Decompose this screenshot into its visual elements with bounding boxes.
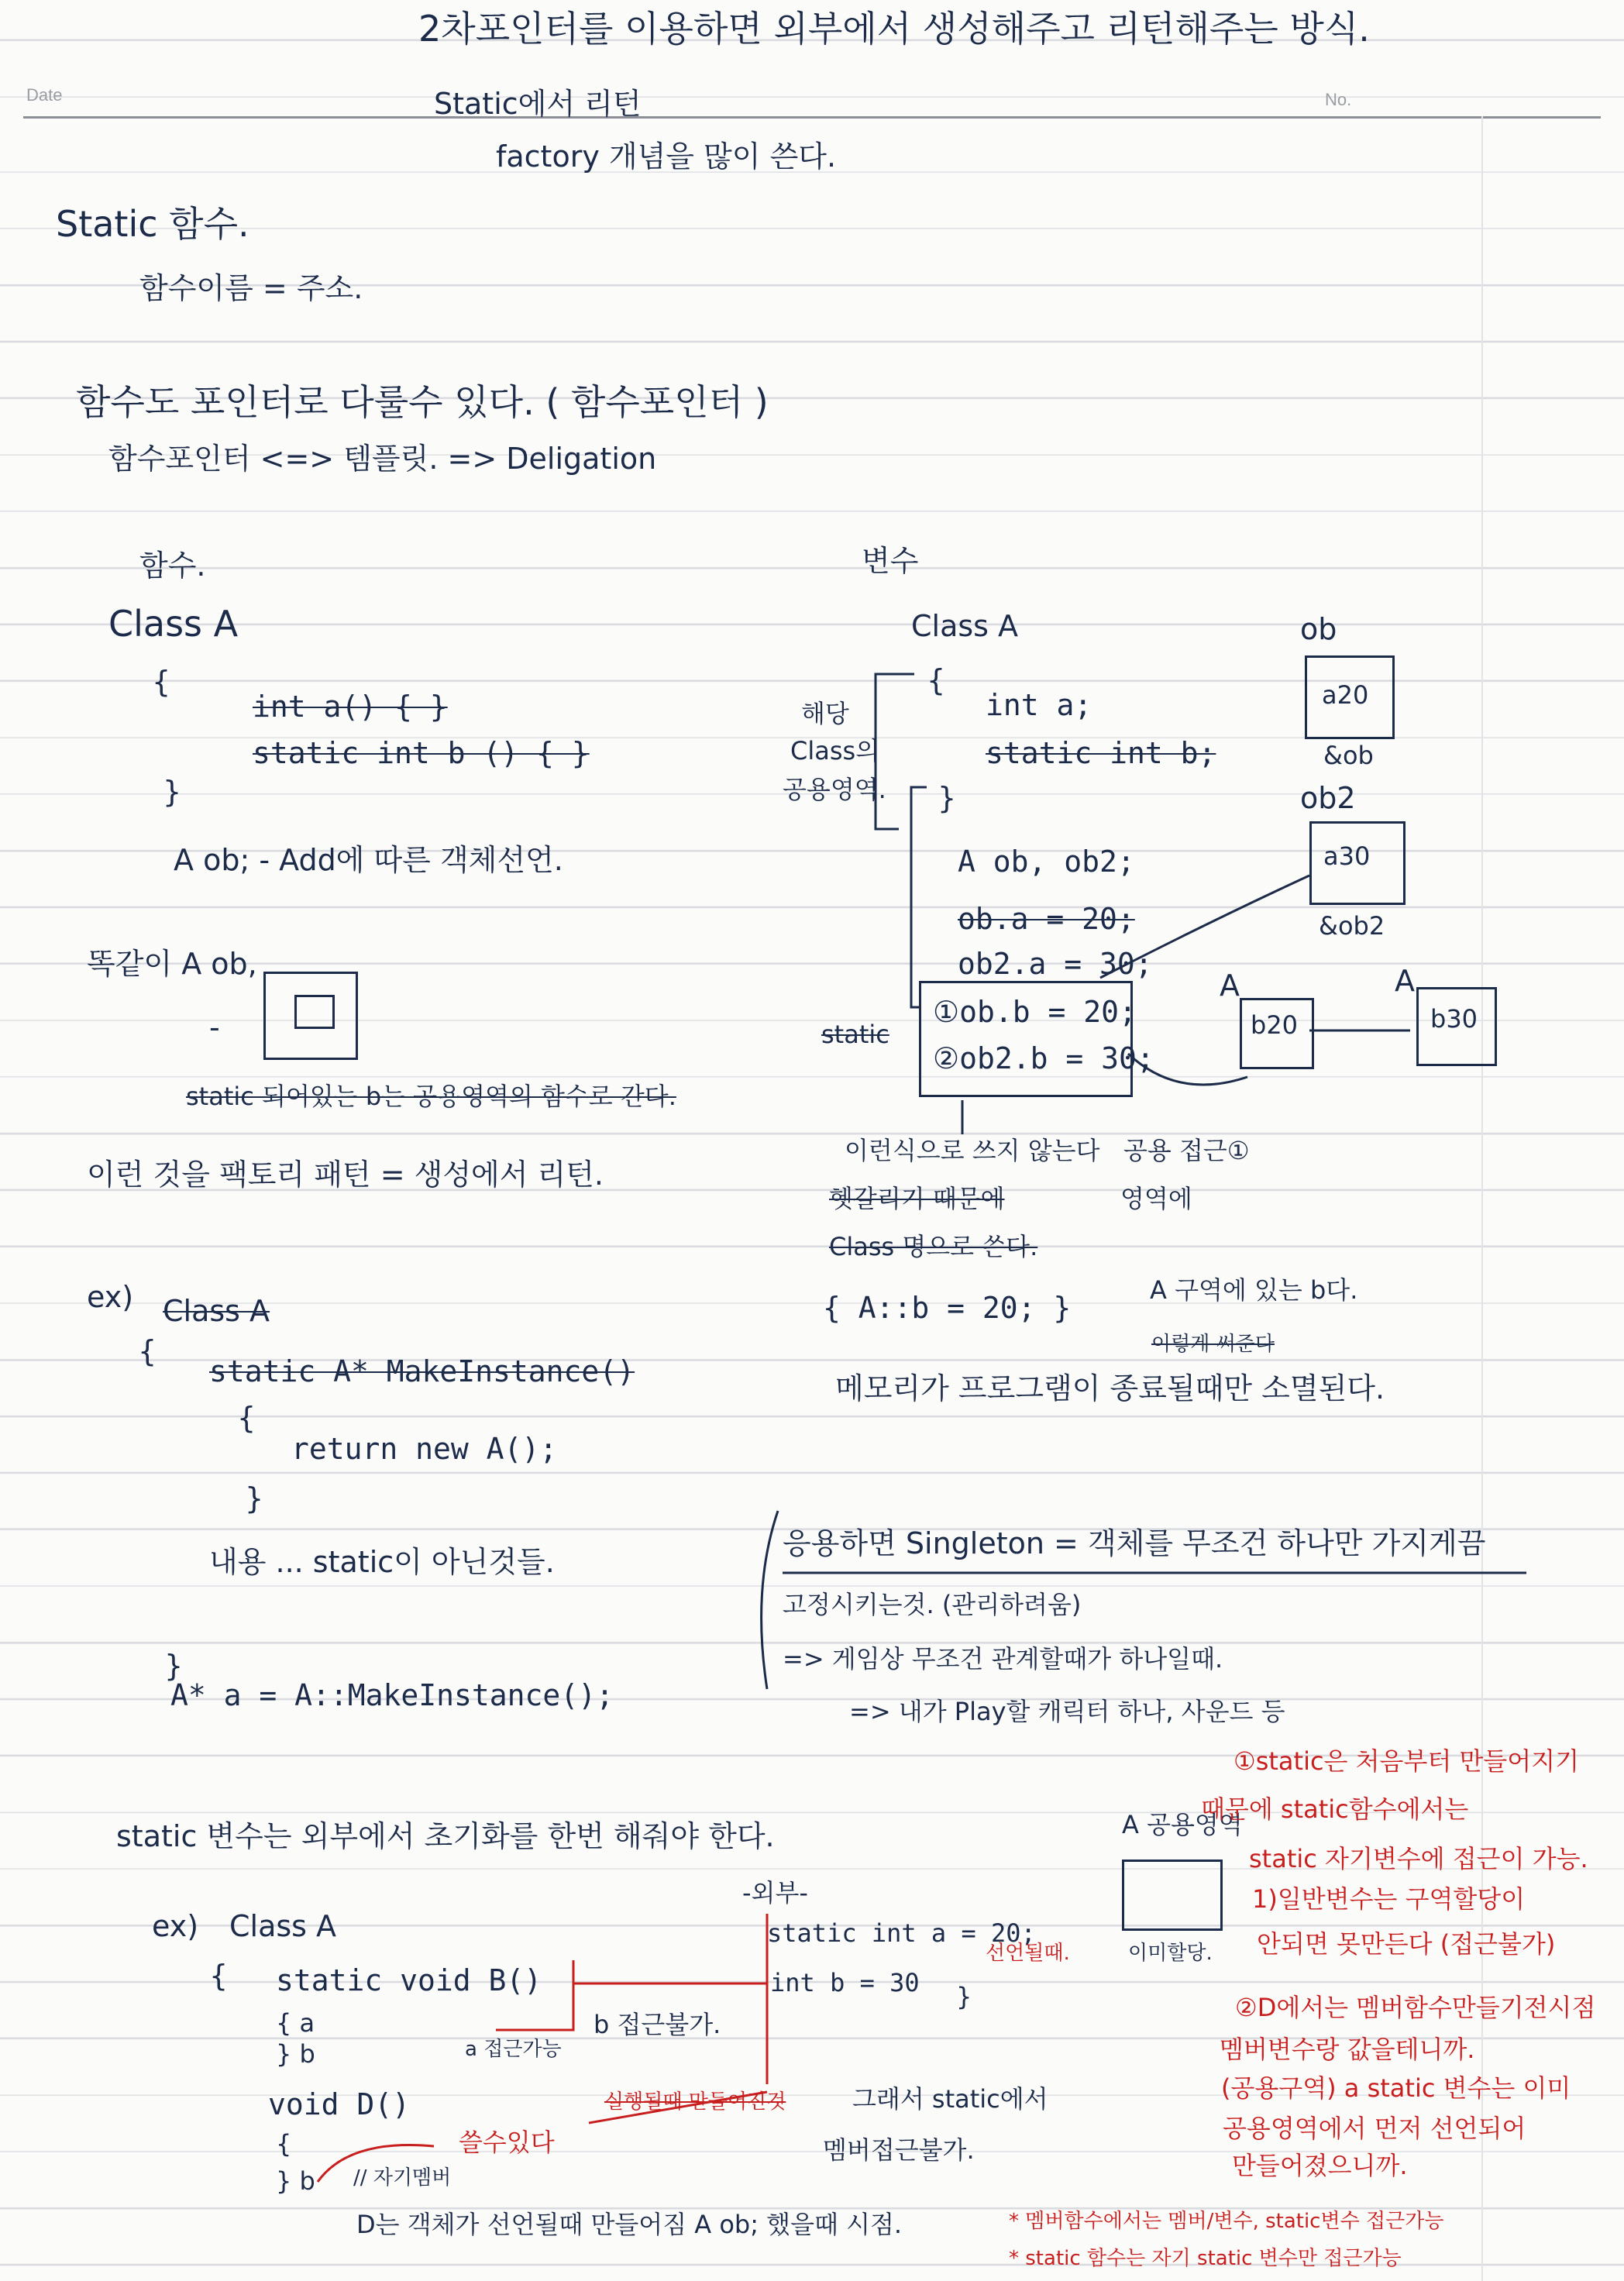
- left-static-line: static int b () { }: [253, 736, 590, 770]
- red-note-1: ①static은 처음부터 만들어지기: [1233, 1746, 1580, 1776]
- bracket-shared: [911, 787, 927, 1007]
- so-static-note: 그래서 static에서: [852, 2084, 1048, 2114]
- no-label: No.: [1325, 90, 1352, 109]
- right-side-note-2: Class의: [790, 736, 880, 765]
- left-same-line: 똑같이 A ob,: [87, 947, 257, 981]
- right-open-brace: {: [927, 663, 946, 697]
- red-note-12: * static 함수는 자기 static 변수만 접근가능: [1009, 2247, 1402, 2270]
- arrow-to-ob2: [1100, 876, 1309, 978]
- right-close-brace: }: [938, 781, 957, 815]
- factory-line: 이런 것을 팩토리 패턴 = 생성에서 리턴.: [87, 1158, 604, 1192]
- singleton-line-2: 고정시키는것. (관리하려움): [783, 1590, 1082, 1619]
- example-inner-open: {: [237, 1401, 256, 1435]
- ob-ref: &ob: [1323, 741, 1374, 770]
- ob2-box-value: a30: [1323, 841, 1371, 871]
- static-var-brace-a: { a: [276, 2008, 315, 2038]
- func-pointer-line: 함수도 포인터로 다룰수 있다. ( 함수포인터 ): [76, 381, 769, 423]
- bracket-left-right: [876, 674, 914, 829]
- example-call-line: A* a = A::MakeInstance();: [170, 1678, 614, 1712]
- outside-static-a: static int a = 20;: [767, 1918, 1036, 1948]
- created-note: 실행될때 만들어진것: [604, 2090, 786, 2114]
- date-label: Date: [26, 85, 63, 105]
- shared-area: 영역에: [1120, 1184, 1192, 1213]
- member-no-access: 멤버접근불가.: [823, 2135, 975, 2165]
- scope-note-2: 이렇게 써준다: [1151, 1333, 1275, 1356]
- lifetime-note: 메모리가 프로그램이 종료될때만 소멸된다.: [835, 1371, 1385, 1405]
- red-box-b: [496, 1960, 573, 2030]
- example-class-decl: Class A: [163, 1294, 270, 1328]
- left-heading: 함수.: [139, 549, 206, 583]
- right-assign-2: ob2.a = 30;: [958, 947, 1153, 981]
- red-arrow-b: [318, 2145, 434, 2182]
- right-heading: 변수: [862, 544, 919, 578]
- example-ex: ex): [87, 1280, 134, 1314]
- red-note-8: (공용구역) a static 변수는 이미: [1221, 2073, 1571, 2103]
- static-var-title: static 변수는 외부에서 초기화를 한번 해줘야 한다.: [116, 1819, 775, 1853]
- arrow-static-to-A: [1128, 1054, 1247, 1085]
- right-side-note-1: 해당: [801, 699, 849, 728]
- right-static-label: static: [821, 1020, 889, 1049]
- A-label-1: A: [1220, 968, 1240, 1003]
- right-static-b: static int b;: [986, 736, 1216, 770]
- singleton-line-1: 응용하면 Singleton = 객체를 무조건 하나만 가지게끔: [783, 1526, 1486, 1560]
- static-var-ex: ex): [152, 1909, 199, 1943]
- right-int-a: int a;: [986, 688, 1092, 722]
- outside-int-b: int b = 30: [770, 1968, 920, 1997]
- subtitle-1: Static에서 리턴: [434, 87, 642, 121]
- scope-code: { A::b = 20; }: [823, 1291, 1072, 1325]
- d-open-brace: {: [276, 2129, 292, 2159]
- close-brace-2: }: [956, 1982, 972, 2011]
- a-access-note: a 접근가능: [465, 2038, 562, 2061]
- A-label-2: A: [1395, 964, 1415, 998]
- right-assign-1: ob.a = 20;: [958, 902, 1135, 936]
- shared-area-label: A 공용영역: [1122, 1810, 1243, 1839]
- red-note-6: ②D에서는 멤버함수만들기전시점: [1235, 1993, 1596, 2022]
- func-name-address: 함수이름 = 주소.: [139, 271, 363, 305]
- example-content: 내용 ... static이 아닌것들.: [209, 1545, 555, 1579]
- ob2-label: ob2: [1300, 781, 1356, 815]
- right-static-assign-2: ②ob2.b = 30;: [933, 1041, 1154, 1075]
- left-class-decl: Class A: [108, 603, 239, 645]
- right-static-assign-1: ①ob.b = 20;: [933, 995, 1137, 1029]
- shared-access: 공용 접근①: [1123, 1136, 1250, 1165]
- can-write-note: 쓸수있다: [459, 2128, 555, 2157]
- object-note: D는 객체가 선언될때 만들어짐 A ob; 했을때 시점.: [356, 2210, 903, 2239]
- declared-note: 선언될때.: [986, 1942, 1070, 1965]
- left-close-brace: }: [163, 775, 182, 809]
- ob2-ref: &ob2: [1319, 911, 1385, 941]
- right-note-2: 헷갈리기 때문에: [829, 1184, 1005, 1213]
- ob-box-value: a20: [1322, 680, 1369, 710]
- example-inner-close: }: [245, 1481, 264, 1516]
- section-title-static-function: Static 함수.: [56, 203, 249, 245]
- A-box-2-value: b30: [1430, 1004, 1478, 1034]
- singleton-line-3: => 게임상 무조건 관계할때가 하나일때.: [783, 1644, 1223, 1674]
- subtitle-2: factory 개념을 많이 쓴다.: [496, 139, 837, 174]
- example-close-brace: }: [164, 1649, 184, 1683]
- bracket-singleton: [762, 1511, 778, 1689]
- example-return-line: return new A();: [291, 1432, 558, 1466]
- static-void-b: static void B(): [276, 1963, 542, 1997]
- red-note-10: 만들어졌으니까.: [1232, 2151, 1408, 2180]
- already-note: 이미할당.: [1128, 1942, 1213, 1965]
- top-note: 2차포인터를 이용하면 외부에서 생성해주고 리턴해주는 방식.: [418, 8, 1370, 50]
- red-arrow-created: [589, 2092, 767, 2123]
- red-note-4: 1)일반변수는 구역할당이: [1252, 1884, 1526, 1914]
- right-side-note-3: 공용영역.: [783, 775, 886, 804]
- left-open-brace: {: [152, 665, 171, 699]
- red-note-5: 안되면 못만든다 (접근불가): [1257, 1929, 1556, 1959]
- A-box-1-value: b20: [1251, 1010, 1299, 1040]
- left-int-line: int a() { }: [253, 690, 448, 724]
- left-obj-line: A ob; - Add에 따른 객체선언.: [174, 843, 563, 877]
- right-decl: A ob, ob2;: [958, 845, 1135, 879]
- left-dash: -: [209, 1010, 220, 1044]
- self-member-note: // 자기멤버: [353, 2166, 452, 2190]
- right-class-decl: Class A: [911, 609, 1019, 643]
- left-static-note: static 되어있는 b는 공용영역의 함수로 간다.: [186, 1082, 676, 1111]
- red-note-7: 멤버변수랑 값을테니까.: [1220, 2035, 1475, 2064]
- void-d: void D(): [268, 2087, 411, 2121]
- ob-label: ob: [1300, 612, 1337, 646]
- red-note-2: 때문에 static함수에서는: [1201, 1794, 1469, 1824]
- singleton-line-4: => 내가 Play할 캐릭터 하나, 사운드 등: [849, 1697, 1285, 1726]
- right-note-3: Class 명으로 쓴다.: [829, 1232, 1038, 1261]
- example-static-line: static A* MakeInstance(): [209, 1354, 635, 1388]
- red-note-9: 공용영역에서 먼저 선언되어: [1223, 2114, 1526, 2143]
- static-var-open-brace: {: [209, 1959, 229, 1993]
- scope-note: A 구역에 있는 b다.: [1150, 1275, 1358, 1305]
- b-no-access-note: b 접근불가.: [594, 2010, 721, 2039]
- red-note-3: static 자기변수에 접근이 가능.: [1249, 1844, 1588, 1873]
- static-var-class-decl: Class A: [229, 1909, 337, 1943]
- example-open-brace: {: [138, 1334, 157, 1368]
- static-var-brace-b: } b: [276, 2039, 315, 2069]
- d-close-brace: } b: [276, 2166, 315, 2196]
- right-note-1: 이런식으로 쓰지 않는다: [845, 1136, 1100, 1165]
- outside-label: -외부-: [742, 1878, 808, 1908]
- red-note-11: * 멤버함수에서는 멤버/변수, static변수 접근가능: [1009, 2210, 1444, 2233]
- func-pointer-template-line: 함수포인터 <=> 템플릿. => Deligation: [108, 442, 657, 476]
